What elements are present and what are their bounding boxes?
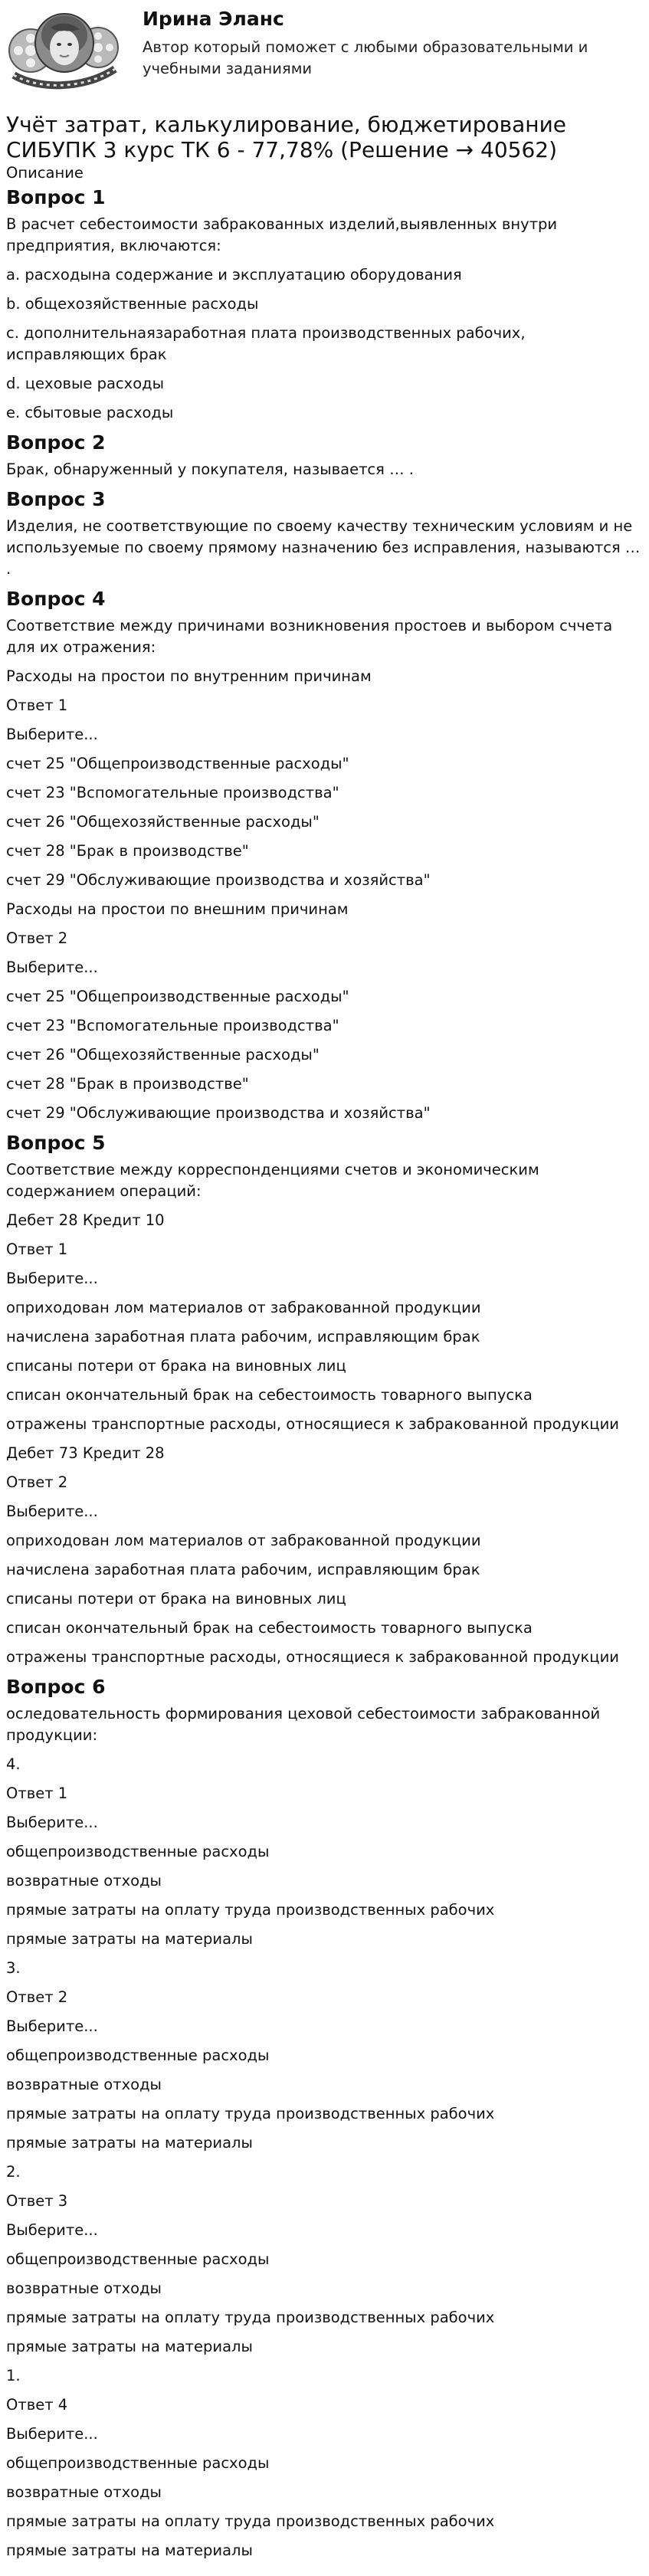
question-line: Дебет 28 Кредит 10 <box>6 1211 165 1229</box>
question-line: счет 29 "Обслуживающие производства и хозяйства" <box>6 1104 431 1122</box>
question-line: Изделия, не соответствующие по своему качеству техническим условиям и не используемые по своему прямому назначению без исправления, называются … . <box>6 517 641 578</box>
question-heading: Вопрос 2 <box>6 431 106 454</box>
question-block <box>6 588 642 1124</box>
question-line: a. расходына содержание и эксплуатацию оборудования <box>6 266 462 283</box>
question-line: отражены транспортные расходы, относящиеся к забракованной продукции <box>6 1415 619 1433</box>
question-line: прямые затраты на материалы <box>6 2542 253 2559</box>
question-line: начислена заработная плата рабочим, исправляющим брак <box>6 1328 480 1345</box>
question-line: Выберите... <box>6 2221 98 2239</box>
question-line: счет 28 "Брак в производстве" <box>6 842 249 860</box>
question-line: Ответ 1 <box>6 1240 68 1258</box>
question-line: прямые затраты на материалы <box>6 2338 253 2355</box>
question-block <box>6 1132 642 1668</box>
author-avatar[interactable] <box>6 5 121 95</box>
question-line: счет 26 "Общехозяйственные расходы" <box>6 813 320 831</box>
question-block <box>6 186 642 424</box>
question-line: прямые затраты на оплату труда производственных рабочих <box>6 1901 495 1919</box>
question-line: Ответ 3 <box>6 2192 68 2210</box>
author-description: Автор который поможет с любыми образовательными и учебными заданиями <box>143 38 588 77</box>
question-line: Ответ 2 <box>6 929 68 947</box>
question-line: общепроизводственные расходы <box>6 2047 270 2064</box>
question-line: прямые затраты на оплату труда производственных рабочих <box>6 2105 495 2122</box>
question-line: счет 25 "Общепроизводственные расходы" <box>6 988 349 1005</box>
question-block <box>6 1676 642 2561</box>
question-line: Выберите... <box>6 959 98 976</box>
description-label: Описание <box>6 164 84 182</box>
question-line: списаны потери от брака на виновных лиц <box>6 1357 346 1375</box>
question-line: b. общехозяйственные расходы <box>6 295 259 313</box>
question-line: общепроизводственные расходы <box>6 2454 270 2472</box>
questions-list <box>6 186 642 2561</box>
question-line: общепроизводственные расходы <box>6 1843 270 1860</box>
question-line: возвратные отходы <box>6 2483 162 2501</box>
question-line: начислена заработная плата рабочим, исправляющим брак <box>6 1561 480 1578</box>
question-line: Ответ 1 <box>6 696 68 714</box>
question-line: Ответ 2 <box>6 1473 68 1491</box>
question-heading: Вопрос 3 <box>6 488 106 510</box>
question-line: Соответствие между корреспонденциями счетов и экономическим содержанием операций: <box>6 1161 539 1200</box>
question-line: Соответствие между причинами возникновения простоев и выбором сччета для их отражения: <box>6 617 613 656</box>
question-line: списан окончательный брак на себестоимость товарного выпуска <box>6 1619 533 1637</box>
question-heading: Вопрос 1 <box>6 186 106 208</box>
question-line: e. сбытовые расходы <box>6 404 174 421</box>
question-line: оприходован лом материалов от забракованной продукции <box>6 1532 481 1549</box>
question-line: 3. <box>6 1959 21 1977</box>
question-line: счет 23 "Вспомогательные производства" <box>6 784 339 801</box>
film-reel-avatar-icon <box>6 5 121 95</box>
question-line: Выберите... <box>6 1814 98 1831</box>
question-line: 2. <box>6 2163 21 2181</box>
question-line: Ответ 1 <box>6 1785 68 1802</box>
question-line: счет 26 "Общехозяйственные расходы" <box>6 1046 320 1064</box>
question-line: c. дополнительнаязаработная плата производственных рабочих, исправляющих брак <box>6 324 526 363</box>
question-line: общепроизводственные расходы <box>6 2250 270 2268</box>
question-line: 4. <box>6 1755 21 1773</box>
question-line: Выберите... <box>6 2017 98 2035</box>
author-header <box>0 0 649 100</box>
question-line: Выберите... <box>6 2425 98 2443</box>
question-line: Расходы на простои по внешним причинам <box>6 900 349 918</box>
question-line: Ответ 2 <box>6 1988 68 2006</box>
question-line: d. цеховые расходы <box>6 375 164 392</box>
question-line: отражены транспортные расходы, относящиеся к забракованной продукции <box>6 1648 619 1666</box>
question-line: счет 25 "Общепроизводственные расходы" <box>6 755 349 772</box>
question-block <box>6 488 642 580</box>
question-line: В расчет себестоимости забракованных изделий,выявленных внутри предприятия, включаются: <box>6 215 558 254</box>
question-line: счет 28 "Брак в производстве" <box>6 1075 249 1093</box>
question-line: прямые затраты на материалы <box>6 1930 253 1948</box>
question-line: Выберите... <box>6 1270 98 1287</box>
question-line: Выберите... <box>6 1503 98 1520</box>
question-line: оприходован лом материалов от забракованной продукции <box>6 1299 481 1316</box>
question-line: счет 23 "Вспомогательные производства" <box>6 1017 339 1034</box>
question-line: 1. <box>6 2367 21 2384</box>
question-heading: Вопрос 4 <box>6 588 106 610</box>
question-line: прямые затраты на оплату труда производственных рабочих <box>6 2309 495 2326</box>
question-line: счет 29 "Обслуживающие производства и хозяйства" <box>6 871 431 889</box>
question-line: прямые затраты на материалы <box>6 2134 253 2152</box>
document-title: Учёт затрат, калькулирование, бюджетирование СИБУПК 3 курс ТК 6 - 77,78% (Решение → 40562) <box>6 112 567 162</box>
question-line: прямые затраты на оплату труда производственных рабочих <box>6 2512 495 2530</box>
question-line: возвратные отходы <box>6 1872 162 1889</box>
document-content <box>6 164 642 2569</box>
question-line: списан окончательный брак на себестоимость товарного выпуска <box>6 1386 533 1404</box>
question-line: Расходы на простои по внутренним причинам <box>6 667 372 685</box>
question-line: возвратные отходы <box>6 2076 162 2093</box>
question-block <box>6 431 642 480</box>
question-line: Выберите... <box>6 726 98 743</box>
question-line: оследовательность формирования цеховой себестоимости забракованной продукции: <box>6 1705 601 1744</box>
author-name[interactable]: Ирина Эланс <box>143 8 284 30</box>
question-line: Брак, обнаруженный у покупателя, называется … . <box>6 460 414 478</box>
question-heading: Вопрос 5 <box>6 1132 106 1154</box>
question-heading: Вопрос 6 <box>6 1676 106 1698</box>
question-line: списаны потери от брака на виновных лиц <box>6 1590 346 1608</box>
question-line: возвратные отходы <box>6 2279 162 2297</box>
question-line: Ответ 4 <box>6 2396 68 2414</box>
question-line: Дебет 73 Кредит 28 <box>6 1444 165 1462</box>
